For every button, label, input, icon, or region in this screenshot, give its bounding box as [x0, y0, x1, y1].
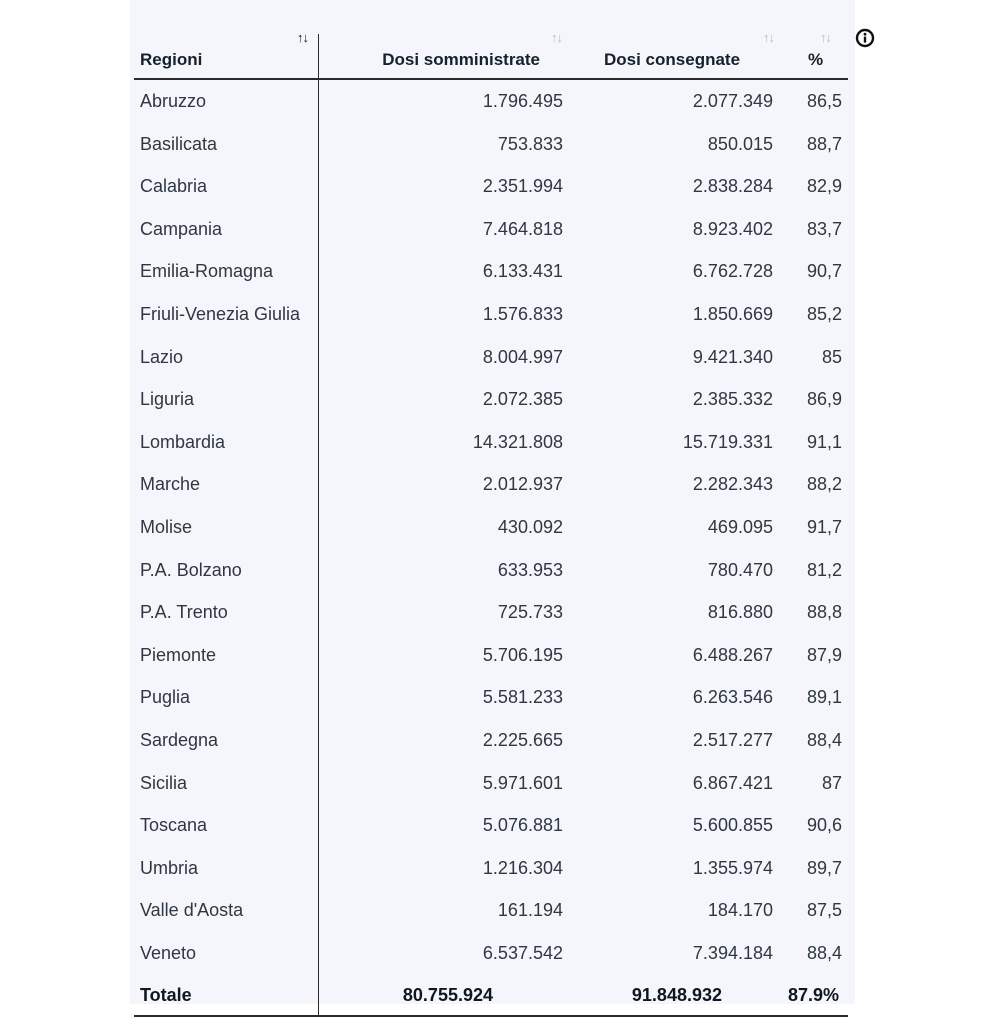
cell-delivered: 6.762.728	[692, 261, 773, 282]
cell-region: Lombardia	[140, 431, 226, 452]
total-percent: 87.9%	[787, 985, 839, 1006]
cell-percent: 81,2	[806, 559, 842, 580]
table-row	[134, 80, 848, 123]
cell-region: Piemonte	[140, 644, 217, 665]
cell-percent: 82,9	[806, 176, 842, 197]
cell-region: Puglia	[140, 687, 191, 708]
info-icon[interactable]	[855, 28, 875, 48]
table-row	[134, 549, 848, 592]
cell-percent: 89,1	[806, 687, 842, 708]
cell-region: Veneto	[140, 942, 197, 963]
cell-delivered: 1.850.669	[692, 303, 773, 324]
cell-delivered: 6.867.421	[692, 772, 773, 793]
cell-percent: 86,9	[806, 389, 842, 410]
header-dosi-consegnate[interactable]	[564, 26, 774, 78]
table-row	[134, 421, 848, 464]
cell-percent: 88,4	[806, 729, 842, 750]
cell-percent: 85	[821, 346, 842, 367]
cell-administered: 2.012.937	[482, 474, 563, 495]
cell-region: Toscana	[140, 815, 208, 836]
cell-administered: 1.576.833	[482, 303, 563, 324]
table-row	[134, 591, 848, 634]
cell-administered: 161.194	[497, 900, 563, 921]
cell-administered: 8.004.997	[482, 346, 563, 367]
cell-delivered: 6.488.267	[692, 644, 773, 665]
cell-percent: 88,8	[806, 602, 842, 623]
cell-percent: 87,5	[806, 900, 842, 921]
cell-percent: 90,6	[806, 815, 842, 836]
cell-delivered: 8.923.402	[692, 218, 773, 239]
table-bottom-rule	[134, 1015, 848, 1017]
cell-region: Molise	[140, 516, 193, 537]
cell-administered: 14.321.808	[472, 431, 563, 452]
cell-region: Abruzzo	[140, 91, 207, 111]
table-row	[134, 847, 848, 890]
total-administered: 80.755.924	[402, 985, 493, 1006]
cell-region: Friuli-Venezia Giulia	[140, 303, 301, 324]
cell-region: Liguria	[140, 389, 195, 410]
cell-region: P.A. Bolzano	[140, 559, 242, 580]
cell-region: Sicilia	[140, 772, 188, 793]
cell-administered: 2.225.665	[482, 729, 563, 750]
header-label: %	[808, 50, 824, 69]
cell-region: Sardegna	[140, 729, 219, 750]
sort-arrows-icon[interactable]: ↑↓	[297, 30, 308, 45]
cell-administered: 7.464.818	[482, 218, 563, 239]
cell-delivered: 15.719.331	[682, 431, 773, 452]
cell-administered: 753.833	[497, 133, 563, 154]
cell-region: Basilicata	[140, 133, 218, 154]
table-row	[134, 165, 848, 208]
cell-administered: 5.971.601	[482, 772, 563, 793]
cell-delivered: 1.355.974	[692, 857, 773, 878]
cell-administered: 1.216.304	[482, 857, 563, 878]
cell-administered: 430.092	[497, 516, 563, 537]
cell-region: Campania	[140, 218, 223, 239]
cell-percent: 88,2	[806, 474, 842, 495]
vaccine-doses-table	[134, 26, 848, 1017]
sort-arrows-icon[interactable]: ↑↓	[551, 30, 562, 45]
cell-delivered: 184.170	[707, 900, 773, 921]
table-header	[134, 26, 848, 80]
cell-percent: 87	[821, 772, 842, 793]
cell-region: Umbria	[140, 857, 199, 878]
cell-administered: 725.733	[497, 602, 563, 623]
header-dosi-somministrate[interactable]	[320, 26, 562, 78]
cell-region: P.A. Trento	[140, 602, 228, 623]
sort-arrows-icon[interactable]: ↑↓	[763, 30, 774, 45]
total-label: Totale	[140, 985, 192, 1006]
cell-delivered: 6.263.546	[692, 687, 773, 708]
cell-delivered: 816.880	[707, 602, 773, 623]
cell-percent: 91,1	[806, 431, 842, 452]
cell-delivered: 5.600.855	[692, 815, 773, 836]
table-row	[134, 463, 848, 506]
cell-delivered: 469.095	[707, 516, 773, 537]
cell-administered: 5.076.881	[482, 815, 563, 836]
header-regioni[interactable]	[140, 26, 318, 78]
cell-percent: 87,9	[806, 644, 842, 665]
cell-administered: 5.581.233	[482, 687, 563, 708]
total-row	[134, 974, 848, 1017]
table-row	[134, 634, 848, 677]
table-body	[134, 80, 848, 974]
table-row	[134, 208, 848, 251]
table-row	[134, 932, 848, 975]
cell-percent: 83,7	[806, 218, 842, 239]
cell-administered: 2.072.385	[482, 389, 563, 410]
total-delivered: 91.848.932	[631, 985, 722, 1006]
cell-administered: 6.133.431	[482, 261, 563, 282]
cell-administered: 2.351.994	[482, 176, 563, 197]
cell-administered: 1.796.495	[482, 91, 563, 111]
cell-percent: 88,7	[806, 133, 842, 154]
table-row	[134, 123, 848, 166]
header-label: Dosi somministrate	[382, 50, 540, 69]
cell-delivered: 7.394.184	[692, 942, 773, 963]
column-divider	[318, 34, 319, 1016]
cell-administered: 6.537.542	[482, 942, 563, 963]
cell-delivered: 2.385.332	[692, 389, 773, 410]
table-row	[134, 250, 848, 293]
cell-delivered: 2.077.349	[692, 91, 773, 111]
cell-delivered: 9.421.340	[692, 346, 773, 367]
header-label: Dosi consegnate	[604, 50, 741, 69]
table-row	[134, 676, 848, 719]
table-row	[134, 762, 848, 805]
table-row	[134, 506, 848, 549]
header-percent[interactable]	[776, 26, 842, 78]
table-row	[134, 719, 848, 762]
cell-region: Lazio	[140, 346, 184, 367]
sort-arrows-icon[interactable]: ↑↓	[820, 30, 831, 45]
cell-delivered: 780.470	[707, 559, 773, 580]
cell-delivered: 2.282.343	[692, 474, 773, 495]
cell-region: Calabria	[140, 176, 208, 197]
cell-percent: 86,5	[806, 91, 842, 111]
cell-percent: 88,4	[806, 942, 842, 963]
cell-percent: 89,7	[806, 857, 842, 878]
table-row	[134, 293, 848, 336]
cell-percent: 91,7	[806, 516, 842, 537]
cell-percent: 85,2	[806, 303, 842, 324]
table-row	[134, 804, 848, 847]
cell-administered: 5.706.195	[482, 644, 563, 665]
header-label: Regioni	[140, 50, 203, 69]
table-row	[134, 336, 848, 379]
table-row	[134, 378, 848, 421]
cell-delivered: 2.838.284	[692, 176, 773, 197]
cell-region: Marche	[140, 474, 201, 495]
cell-percent: 90,7	[806, 261, 842, 282]
cell-region: Valle d'Aosta	[140, 900, 244, 921]
cell-delivered: 850.015	[707, 133, 773, 154]
cell-administered: 633.953	[497, 559, 563, 580]
cell-region: Emilia-Romagna	[140, 261, 274, 282]
cell-delivered: 2.517.277	[692, 729, 773, 750]
table-row	[134, 889, 848, 932]
